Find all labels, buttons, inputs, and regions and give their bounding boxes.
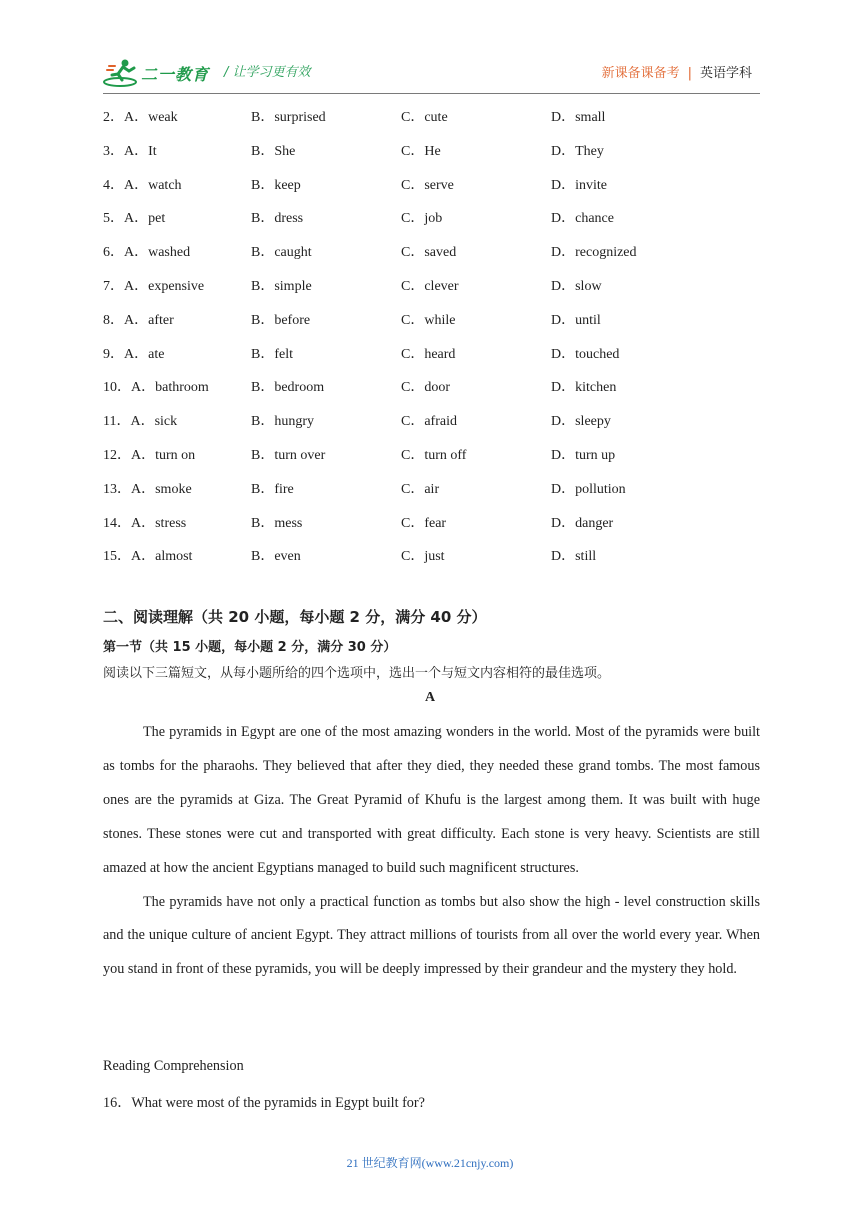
- subsection-title: 第一节（共 15 小题，每小题 2 分，满分 30 分）: [103, 640, 397, 655]
- option-c: C．while: [401, 312, 456, 328]
- option-row: [103, 509, 760, 543]
- option-d: D．chance: [551, 211, 614, 227]
- option-d: D．turn up: [551, 447, 616, 463]
- option-a: A．after: [124, 312, 174, 328]
- logo: [103, 58, 213, 88]
- option-b: B．felt: [251, 346, 293, 362]
- option-row: [103, 171, 760, 205]
- page-header: [0, 0, 860, 96]
- option-row: [103, 103, 760, 137]
- option-c: C．saved: [401, 245, 457, 261]
- question-number: 9．: [103, 346, 124, 362]
- question-number: 5．: [103, 211, 124, 227]
- option-a: A．stress: [131, 515, 187, 531]
- option-b: B．hungry: [251, 414, 314, 430]
- question-number: 14．: [103, 515, 131, 531]
- option-row: [103, 238, 760, 272]
- option-b: B．mess: [251, 515, 303, 531]
- option-row: [103, 340, 760, 374]
- option-d: D．touched: [551, 346, 620, 362]
- question-number: 3．: [103, 143, 124, 159]
- instruction-text: 阅读以下三篇短文，从每小题所给的四个选项中，选出一个与短文内容相符的最佳选项。: [103, 666, 611, 681]
- question-number: 6．: [103, 245, 124, 261]
- option-b: B．turn over: [251, 447, 326, 463]
- options-table: [103, 103, 760, 576]
- option-row: [103, 542, 760, 576]
- header-separator: |: [687, 66, 692, 81]
- question-number: 15．: [103, 549, 131, 565]
- option-row: [103, 475, 760, 509]
- header-course-label: 新课备课备考: [601, 66, 680, 81]
- option-d: D．danger: [551, 515, 614, 531]
- option-d: D．small: [551, 110, 606, 125]
- header-subject: 英语学科: [699, 66, 752, 81]
- option-d: D．kitchen: [551, 380, 617, 396]
- option-a: A．almost: [131, 549, 193, 565]
- option-d: D．still: [551, 549, 597, 565]
- question-number: 7．: [103, 278, 124, 294]
- page-footer: 21 世纪教育网(www.21cnjy.com): [346, 1156, 514, 1170]
- passage-label: A: [424, 690, 436, 705]
- option-a: A．pet: [124, 211, 166, 227]
- question-number: 11．: [103, 414, 131, 430]
- option-c: C．fear: [401, 515, 447, 531]
- question-number: 10．: [103, 380, 131, 396]
- option-a: A．expensive: [124, 278, 205, 294]
- option-d: D．slow: [551, 278, 602, 294]
- option-row: [103, 137, 760, 171]
- header-divider: [103, 93, 760, 94]
- option-a: A．sick: [130, 414, 178, 430]
- option-c: C．cute: [401, 110, 448, 125]
- option-a: A．turn on: [131, 447, 196, 463]
- option-c: C．job: [401, 211, 443, 227]
- runner-logo-icon: [103, 58, 143, 88]
- option-a: A．It: [124, 143, 157, 159]
- option-b: B．surprised: [251, 110, 326, 125]
- question-number: 2．: [103, 110, 124, 125]
- option-b: B．fire: [251, 481, 294, 497]
- option-a: A．bathroom: [131, 380, 209, 396]
- option-b: B．before: [251, 312, 311, 328]
- passage-paragraph: The pyramids have not only a practical function as tombs but also show the high - level construction skills and the unique culture of ancient Egypt. They attract millions of tourists from all over the world every year. When you stand in front of these pyramids, you will be deeply impressed by their grandeur and the mystery they hold.: [103, 893, 760, 978]
- option-b: B．keep: [251, 177, 301, 193]
- question-number: 13．: [103, 481, 131, 497]
- question-number: 4．: [103, 177, 124, 193]
- option-b: B．simple: [251, 278, 312, 294]
- passage-paragraph: The pyramids in Egypt are one of the most amazing wonders in the world. Most of the pyramids were built as tombs for the pharaohs. They believed that after they died, they needed these grand tombs. The most famous ones are the pyramids at Giza. The Great Pyramid of Khufu is the largest among them. It was built with huge stones. These stones were cut and transported with great difficulty. Each stone is very heavy. Scientists are still amazed at how the ancient Egyptians managed to build such magnificent structures.: [103, 724, 760, 876]
- option-a: A．watch: [124, 177, 182, 193]
- logo-text: 二一教育: [141, 65, 210, 84]
- option-d: D．invite: [551, 177, 607, 193]
- option-d: D．until: [551, 312, 601, 328]
- option-a: A．washed: [124, 245, 191, 261]
- option-row: [103, 373, 760, 407]
- option-c: C．He: [401, 143, 441, 159]
- header-right: [602, 62, 752, 81]
- option-c: C．serve: [401, 177, 454, 193]
- option-b: B．caught: [251, 245, 312, 261]
- option-d: D．recognized: [551, 245, 637, 261]
- option-row: [103, 407, 760, 441]
- reading-comprehension-heading: Reading Comprehension: [103, 1058, 244, 1074]
- option-a: A．weak: [124, 110, 178, 125]
- question-number: 8．: [103, 312, 124, 328]
- option-a: A．smoke: [131, 481, 192, 497]
- option-c: C．air: [401, 481, 440, 497]
- option-row: [103, 272, 760, 306]
- question-16: 16．What were most of the pyramids in Egypt built for?: [103, 1095, 425, 1111]
- header-slogan: / 让学习更有效: [224, 65, 311, 80]
- option-c: C．afraid: [401, 414, 457, 430]
- option-c: C．clever: [401, 278, 459, 294]
- option-a: A．ate: [124, 346, 165, 362]
- section-title: 二、阅读理解（共 20 小题，每小题 2 分，满分 40 分）: [103, 608, 487, 626]
- passage-body: [103, 716, 760, 987]
- option-b: B．even: [251, 549, 301, 565]
- option-b: B．bedroom: [251, 380, 325, 396]
- option-b: B．She: [251, 143, 296, 159]
- question-number: 12．: [103, 447, 131, 463]
- option-c: C．door: [401, 380, 450, 396]
- option-b: B．dress: [251, 211, 304, 227]
- option-c: C．just: [401, 549, 445, 565]
- option-d: D．They: [551, 143, 604, 159]
- option-d: D．sleepy: [551, 414, 611, 430]
- option-row: [103, 204, 760, 238]
- option-d: D．pollution: [551, 481, 626, 497]
- option-c: C．heard: [401, 346, 456, 362]
- option-row: [103, 441, 760, 475]
- option-c: C．turn off: [401, 447, 467, 463]
- option-row: [103, 306, 760, 340]
